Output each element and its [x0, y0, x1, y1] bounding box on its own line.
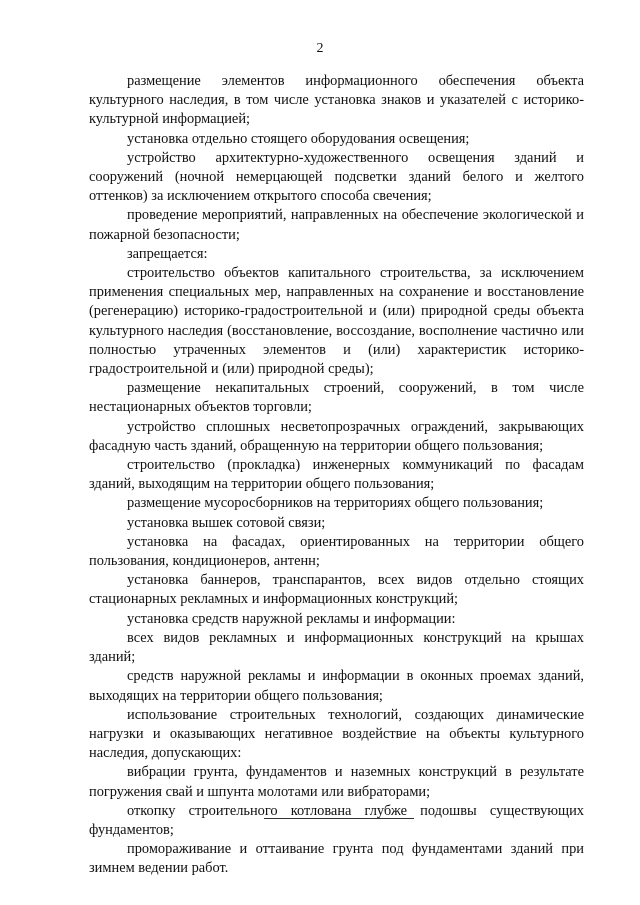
paragraph: промораживание и оттаивание грунта под фундаментами зданий при зимнем ведении работ. — [89, 841, 584, 877]
paragraph: устройство сплошных несветопрозрачных ограждений, закрывающих фасадную часть зданий, обращенную на территории общего пользования; — [89, 418, 584, 454]
paragraph: размещение мусоросборников на территориях общего пользования; — [127, 495, 544, 512]
document-body — [89, 72, 584, 879]
paragraph: вибрации грунта, фундаментов и наземных конструкций в результате погружения свай и шпунта молотами или вибраторами; — [89, 764, 584, 800]
paragraph: установка отдельно стоящего оборудования освещения; — [127, 130, 470, 147]
paragraph: установка вышек сотовой связи; — [127, 514, 326, 531]
paragraph: установка средств наружной рекламы и информации: — [127, 610, 456, 627]
paragraph: строительство объектов капитального строительства, за исключением применения специальных мер, направленных на сохранение и восстановление (регенерацию) историко-градостроительной и (или) природной среды объекта культурного наследия (восстановление, воссоздание, восполнение частично или полностью утраченных элементов и (или) характеристик историко-градостроительной и (или) природной среды); — [89, 265, 584, 378]
paragraph: установка баннеров, транспарантов, всех видов отдельно стоящих стационарных рекламных и информационных конструкций; — [89, 572, 584, 608]
end-of-document-rule — [264, 818, 414, 819]
paragraph: запрещается: — [127, 245, 208, 262]
paragraph: проведение мероприятий, направленных на обеспечение экологической и пожарной безопасности; — [89, 207, 584, 243]
paragraph: откопку строительного котлована глубже подошвы существующих фундаментов; — [89, 802, 584, 838]
paragraph: размещение элементов информационного обеспечения объекта культурного наследия, в том числе установка знаков и указателей с историко-культурной информацией; — [89, 73, 584, 128]
paragraph: всех видов рекламных и информационных конструкций на крышах зданий; — [89, 629, 584, 666]
paragraph: установка на фасадах, ориентированных на территории общего пользования, кондиционеров, антенн; — [89, 533, 584, 570]
paragraph: средств наружной рекламы и информации в оконных проемах зданий, выходящих на территории общего пользования; — [89, 668, 584, 704]
paragraph: использование строительных технологий, создающих динамические нагрузки и оказывающих негативное воздействие на объекты культурного наследия, допускающих: — [89, 706, 584, 762]
paragraph: размещение некапитальных строений, сооружений, в том числе нестационарных объектов торговли; — [89, 380, 584, 416]
paragraph: устройство архитектурно-художественного освещения зданий и сооружений (ночной немерцающей подсветки зданий белого и желтого оттенков) за исключением открытого способа свечения; — [89, 149, 584, 205]
page-number: 2 — [316, 41, 324, 56]
paragraph: строительство (прокладка) инженерных коммуникаций по фасадам зданий, выходящим на территории общего пользования; — [89, 457, 584, 493]
